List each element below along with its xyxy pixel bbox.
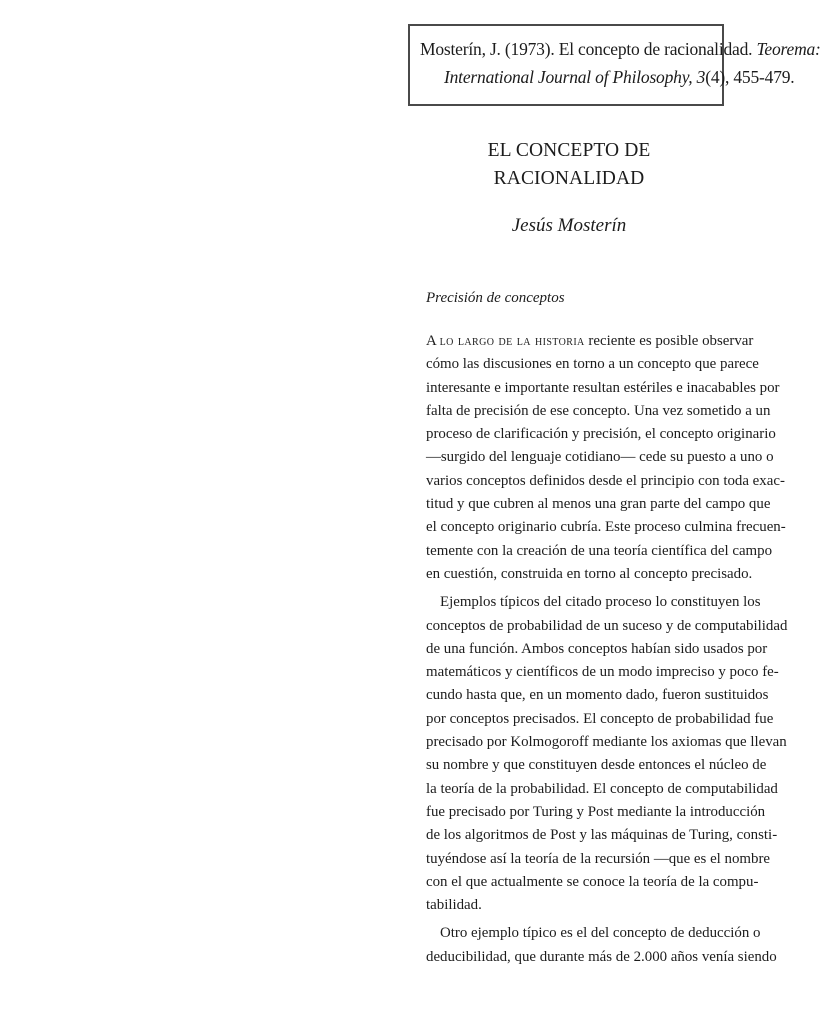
text-line: Otro ejemplo típico es el del concepto de deducción o — [440, 925, 761, 942]
text-line: cundo hasta que, en un momento dado, fueron sustituidos — [426, 687, 769, 704]
text-line-segment: reciente es posible observar — [584, 333, 754, 349]
text-line: tuyéndose así la teoría de la recursión —que es el nombre — [426, 850, 771, 867]
text-line: falta de precisión de ese concepto. Una vez sometido a un — [426, 402, 771, 419]
text-line: por conceptos precisados. El concepto de probabilidad fue — [426, 710, 774, 727]
article-title: EL CONCEPTO DE RACIONALIDAD — [487, 140, 651, 189]
text-line: temente con la creación de una teoría científica del campo — [426, 542, 773, 559]
citation-journal-part-1: Teorema: — [756, 39, 821, 59]
article-body — [426, 330, 788, 969]
text-line: con el que actualmente se conoce la teoría de la compu- — [426, 873, 759, 890]
paragraph-1 — [426, 330, 786, 586]
paragraph-3 — [426, 922, 777, 969]
text-line: cómo las discusiones en torno a un concepto que parece — [426, 356, 759, 373]
text-line: tabilidad. — [426, 897, 482, 914]
paragraph-2 — [426, 591, 788, 917]
text-line: interesante e importante resultan estériles e inacabables por — [426, 379, 780, 396]
text-line: conceptos de probabilidad de un suceso y de computabilidad — [426, 617, 788, 634]
text-line: proceso de clarificación y precisión, el concepto originario — [426, 426, 776, 443]
citation-journal-part-2: International Journal of Philosophy, 3 — [444, 67, 706, 87]
text-line: el concepto originario cubría. Este proceso culmina frecuen- — [426, 519, 786, 536]
citation-line-1 — [420, 39, 821, 59]
text-line: —surgido del lenguaje cotidiano— cede su puesto a uno o — [426, 449, 774, 466]
text-line: fue precisado por Turing y Post mediante la introducción — [426, 803, 766, 820]
opening-smallcaps: lo largo de la historia — [439, 333, 585, 349]
section-heading: Precisión de conceptos — [426, 290, 565, 306]
text-line: su nombre y que constituyen desde entonces el núcleo de — [426, 757, 767, 774]
text-line: precisado por Kolmogoroff mediante los axiomas que llevan — [426, 734, 787, 751]
text-line: en cuestión, construida en torno al concepto precisado. — [426, 565, 753, 582]
citation-reference: Mosterín, J. (1973). El concepto de racionalidad. — [420, 39, 757, 59]
author-name: Jesús Mosterín — [511, 215, 627, 236]
text-line: de los algoritmos de Post y las máquinas de Turing, consti- — [426, 827, 778, 844]
text-line — [426, 330, 754, 353]
text-line: titud y que cubren al menos una gran parte del campo que — [426, 496, 771, 513]
text-line: matemáticos y científicos de un modo impreciso y poco fe- — [426, 664, 779, 681]
text-line: varios conceptos definidos desde el principio con toda exac- — [426, 472, 785, 489]
text-line: de una función. Ambos conceptos habían sido usados por — [426, 640, 768, 657]
text-line: deducibilidad, que durante más de 2.000 años venía siendo — [426, 948, 777, 965]
citation-pages: (4), 455-479. — [705, 67, 795, 87]
citation-line-2 — [420, 63, 795, 91]
citation-box — [408, 24, 821, 106]
opening-letter: A — [426, 333, 440, 349]
text-line: la teoría de la probabilidad. El concepto de computabilidad — [426, 780, 778, 797]
text-line: Ejemplos típicos del citado proceso lo constituyen los — [440, 594, 761, 611]
